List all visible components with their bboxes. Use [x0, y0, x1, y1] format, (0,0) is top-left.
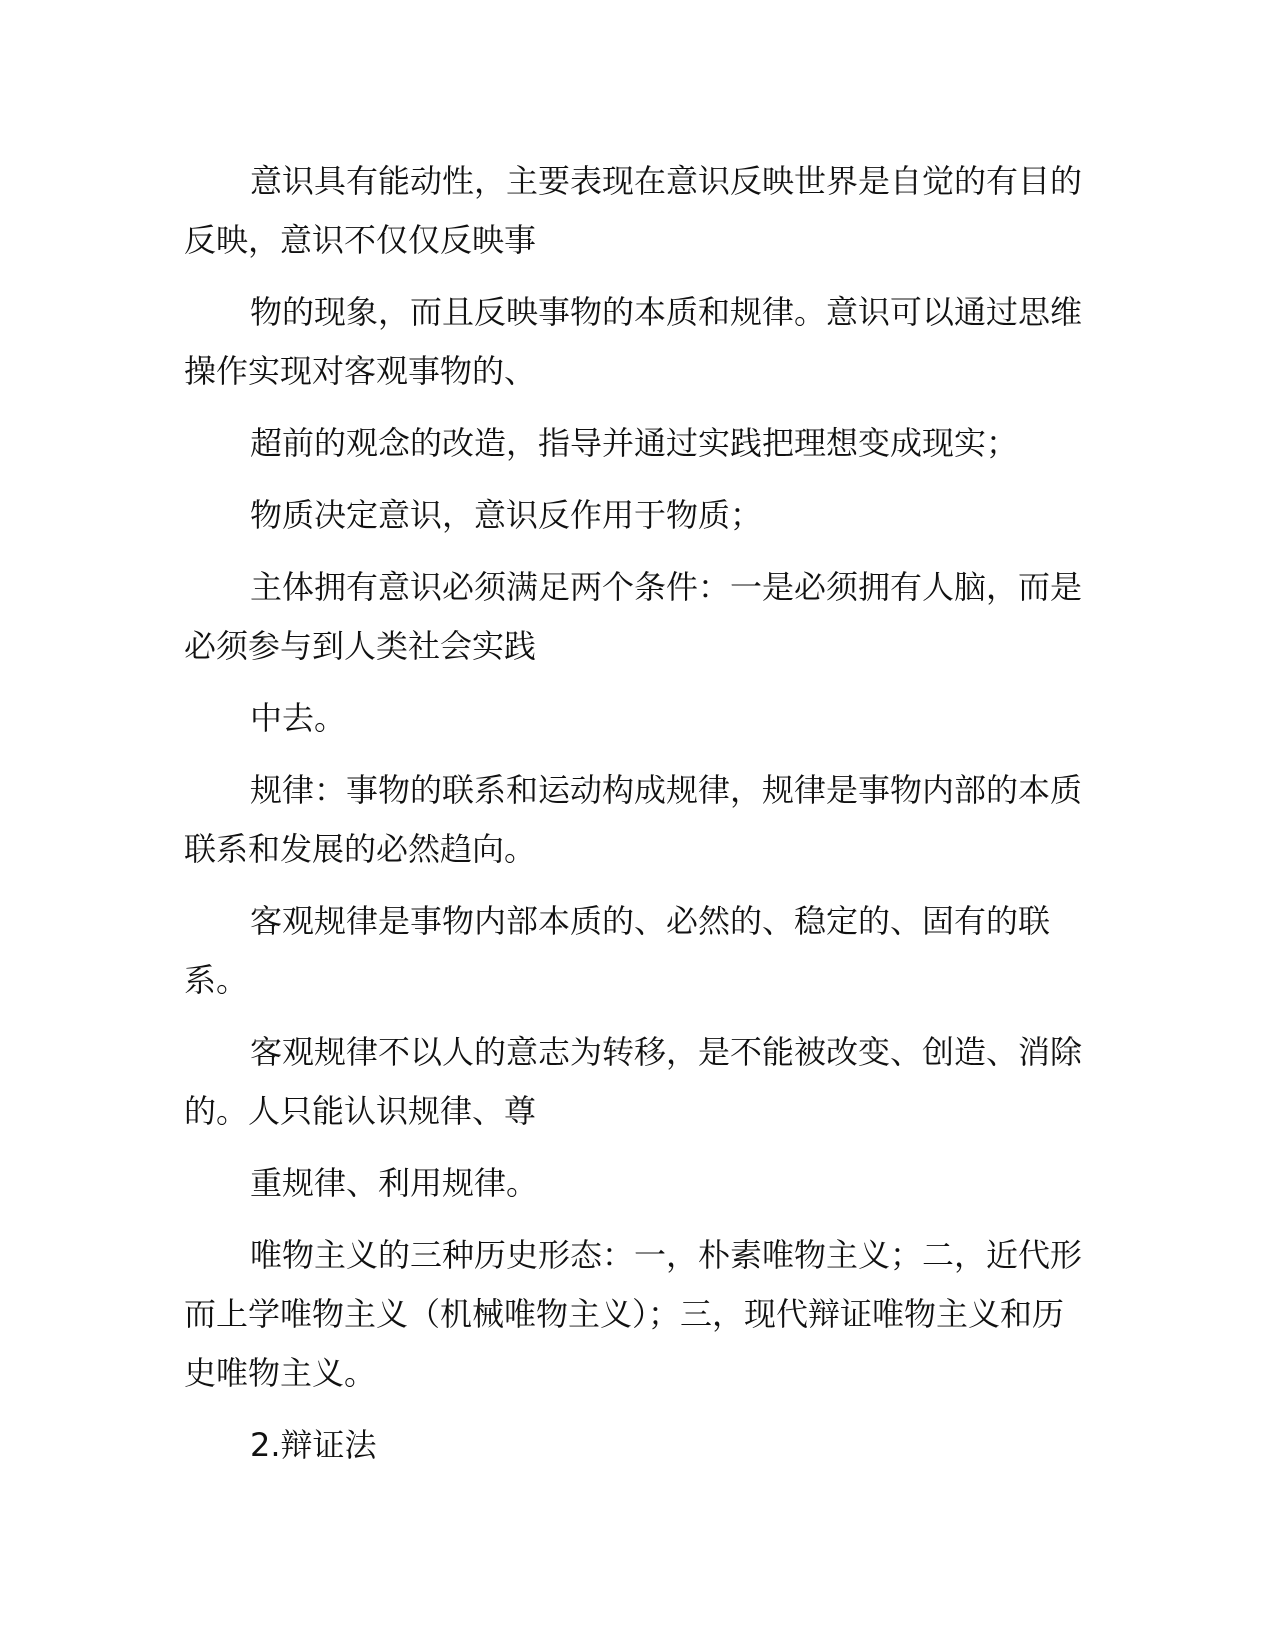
paragraph-phenomenon-essence: 物的现象，而且反映事物的本质和规律。意识可以通过思维操作实现对客观事物的、 [184, 293, 1083, 390]
paragraph-consciousness-initiative: 意识具有能动性，主要表现在意识反映世界是自觉的有目的反映，意识不仅仅反映事 [184, 162, 1083, 259]
document-body [184, 152, 1084, 1488]
paragraph-law-independent-of-will: 客观规律不以人的意志为转移，是不能被改变、创造、消除的。人只能认识规律、尊 [184, 1033, 1083, 1130]
section-heading-dialectics: 2.辩证法 [250, 1426, 377, 1464]
paragraph-ideal-to-reality: 超前的观念的改造，指导并通过实践把理想变成现实； [250, 424, 1019, 462]
paragraph-continuation: 中去。 [250, 699, 347, 737]
paragraph-law-definition: 规律：事物的联系和运动构成规律，规律是事物内部的本质联系和发展的必然趋向。 [184, 771, 1083, 868]
paragraph-objective-law: 客观规律是事物内部本质的、必然的、稳定的、固有的联系。 [184, 902, 1051, 999]
paragraph-materialism-forms: 唯物主义的三种历史形态：一，朴素唯物主义；二，近代形而上学唯物主义（机械唯物主义）；三，现代辩证唯物主义和历史唯物主义。 [184, 1236, 1083, 1392]
paragraph-matter-determines-consciousness: 物质决定意识，意识反作用于物质； [250, 496, 763, 534]
paragraph-two-conditions: 主体拥有意识必须满足两个条件：一是必须拥有人脑，而是必须参与到人类社会实践 [184, 568, 1083, 665]
paragraph-respect-law: 重规律、利用规律。 [250, 1164, 539, 1202]
